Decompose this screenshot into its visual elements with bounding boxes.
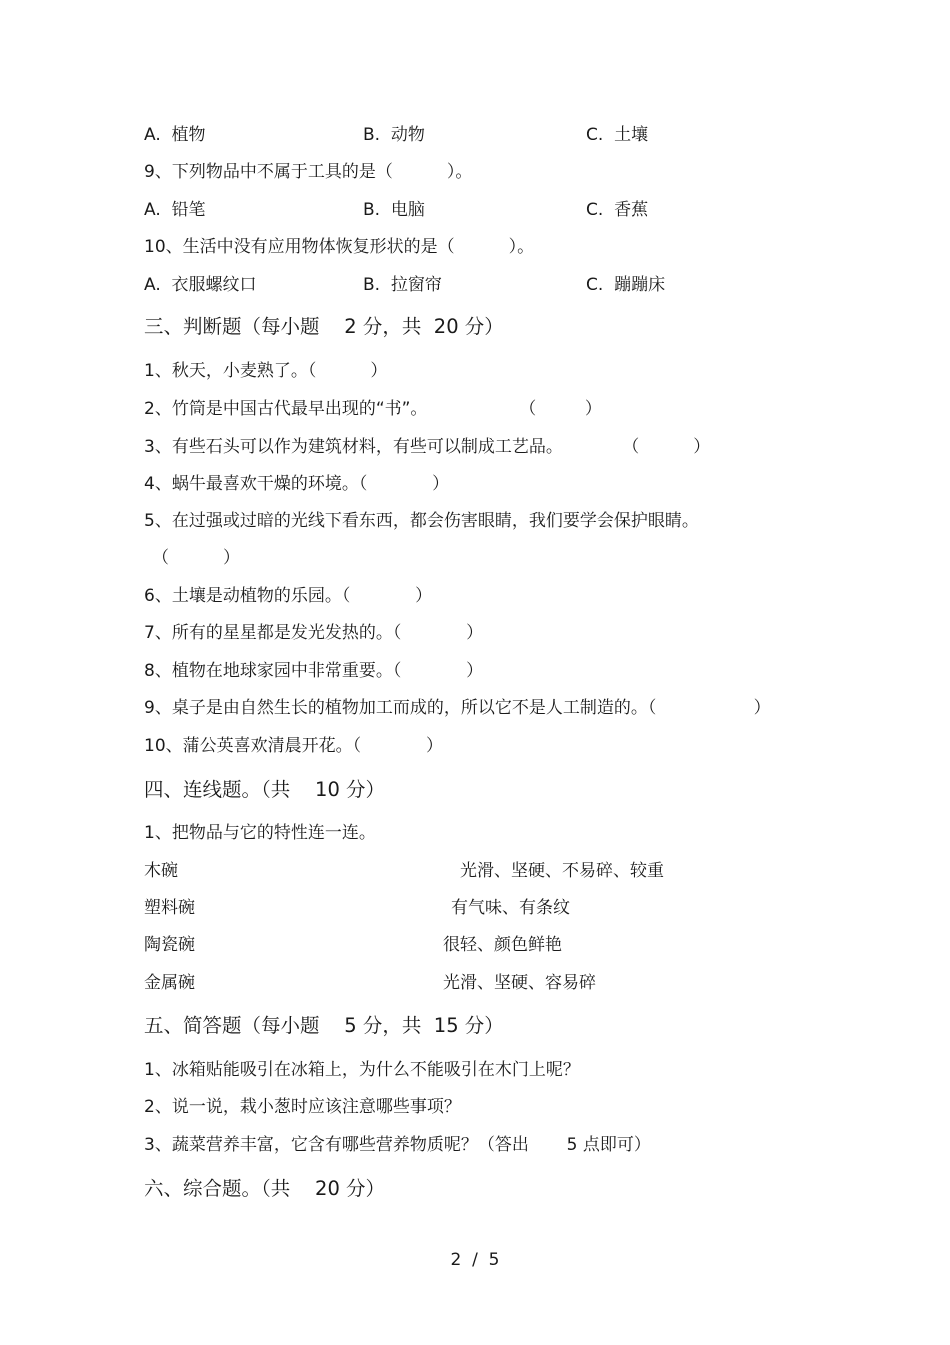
short-answer-2: 2、说一说，栽小葱时应该注意哪些事项？ <box>144 1097 461 1117</box>
q8-option-b: B. 动物 <box>363 125 425 145</box>
judge-item-6: 6、土壤是动植物的乐园。（ ） <box>144 586 433 606</box>
short-answer-3: 3、蔬菜营养丰富，它含有哪些营养物质呢？（答出 5 点即可） <box>144 1135 651 1155</box>
q10-option-a: A. 衣服螺纹口 <box>144 275 257 295</box>
short-answer-1: 1、冰箱贴能吸引在冰箱上，为什么不能吸引在木门上呢？ <box>144 1060 580 1080</box>
judge-item-10: 10、蒲公英喜欢清晨开花。（ ） <box>144 736 443 756</box>
judge-item-1: 1、秋天，小麦熟了。（ ） <box>144 361 388 381</box>
q8-option-c: C. 土壤 <box>586 125 649 145</box>
q9-stem: 9、下列物品中不属于工具的是（ ）。 <box>144 162 473 182</box>
matching-left-item-4: 金属碗 <box>144 973 195 993</box>
page-number: 2 / 5 <box>450 1250 500 1270</box>
judge-item-8: 8、植物在地球家园中非常重要。（ ） <box>144 661 484 681</box>
section-5-title: 五、简答题（每小题 5 分，共 15 分） <box>144 1014 504 1037</box>
matching-right-item-2: 有气味、有条纹 <box>451 898 570 918</box>
judge-item-7: 7、所有的星星都是发光发热的。（ ） <box>144 623 484 643</box>
judge-item-5-blank: （ ） <box>152 548 241 568</box>
matching-right-item-1: 光滑、坚硬、不易碎、较重 <box>460 861 664 881</box>
section-6-title: 六、综合题。（共 20 分） <box>144 1177 386 1200</box>
judge-item-2: 2、竹筒是中国古代最早出现的“书”。 （ ） <box>144 399 602 419</box>
judge-item-5: 5、在过强或过暗的光线下看东西，都会伤害眼睛，我们要学会保护眼睛。 <box>144 511 699 531</box>
q9-option-a: A. 铅笔 <box>144 200 206 220</box>
q10-stem: 10、生活中没有应用物体恢复形状的是（ ）。 <box>144 237 535 257</box>
section-3-title: 三、判断题（每小题 2 分，共 20 分） <box>144 315 504 338</box>
section-4-title: 四、连线题。（共 10 分） <box>144 778 386 801</box>
q8-option-a: A. 植物 <box>144 125 206 145</box>
judge-item-4: 4、蜗牛最喜欢干燥的环境。（ ） <box>144 474 450 494</box>
q10-option-c: C. 蹦蹦床 <box>586 275 666 295</box>
judge-item-9: 9、桌子是由自然生长的植物加工而成的，所以它不是人工制造的。（ ） <box>144 698 771 718</box>
q9-option-b: B. 电脑 <box>363 200 425 220</box>
matching-left-item-3: 陶瓷碗 <box>144 935 195 955</box>
matching-right-item-4: 光滑、坚硬、容易碎 <box>443 973 596 993</box>
judge-item-3: 3、有些石头可以作为建筑材料，有些可以制成工艺品。 （ ） <box>144 437 711 457</box>
matching-prompt: 1、把物品与它的特性连一连。 <box>144 823 376 843</box>
q10-option-b: B. 拉窗帘 <box>363 275 442 295</box>
matching-left-item-1: 木碗 <box>144 861 178 881</box>
matching-left-item-2: 塑料碗 <box>144 898 195 918</box>
matching-right-item-3: 很轻、颜色鲜艳 <box>443 935 562 955</box>
q9-option-c: C. 香蕉 <box>586 200 649 220</box>
